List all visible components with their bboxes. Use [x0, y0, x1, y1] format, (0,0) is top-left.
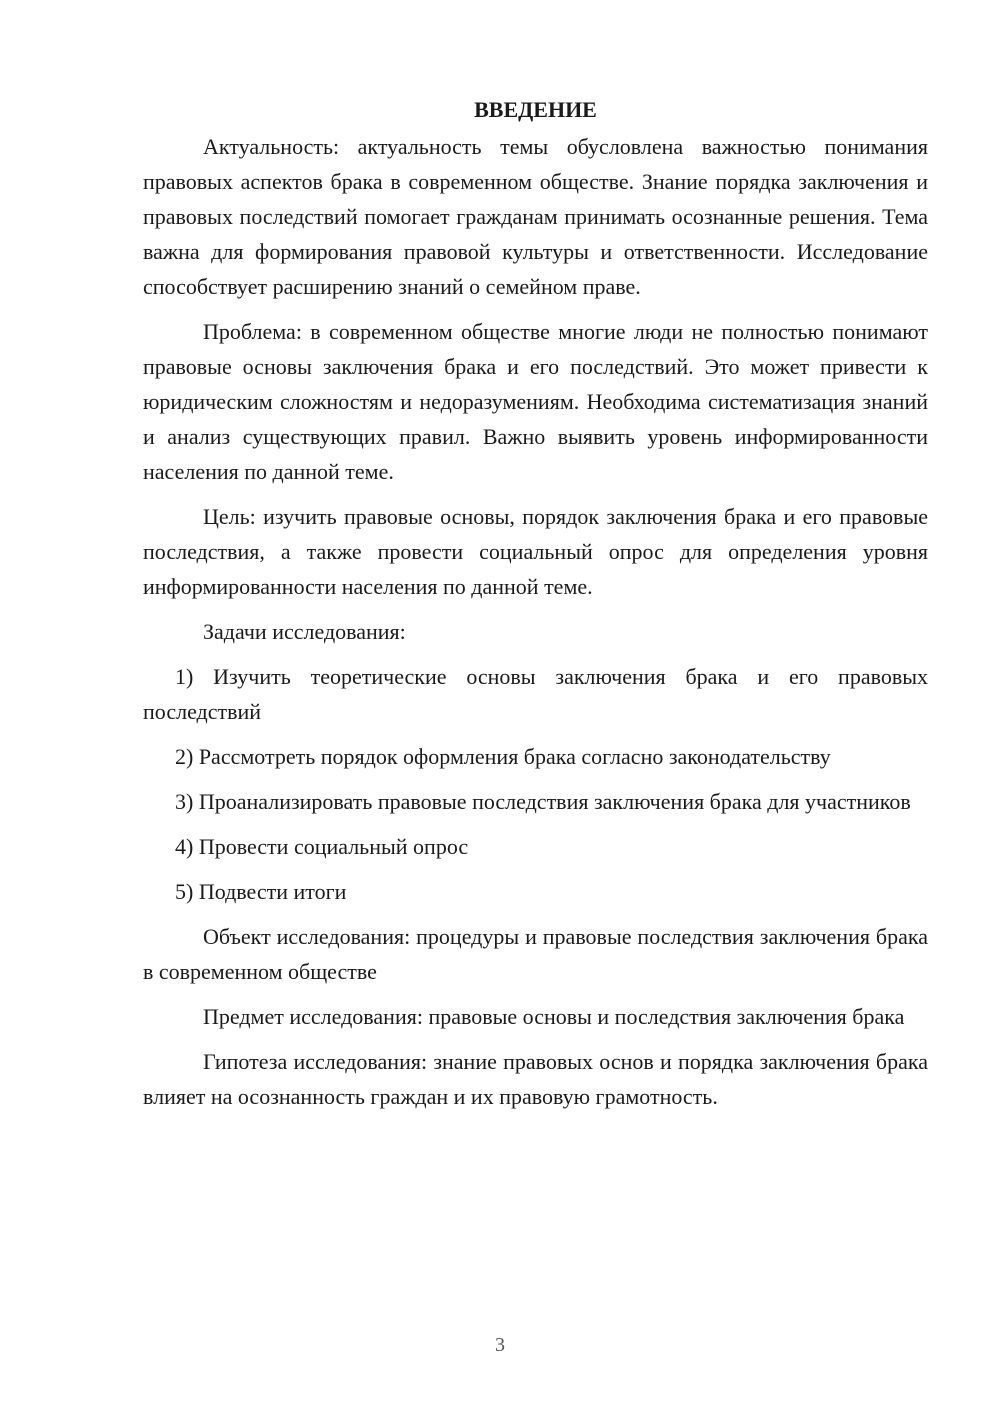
task-item-2: 2) Рассмотреть порядок оформления брака согласно законодательству [175, 744, 831, 769]
task-item-5: 5) Подвести итоги [175, 879, 347, 904]
task-item-3: 3) Проанализировать правовые последствия заключения брака для участников [175, 789, 911, 814]
task-item-4: 4) Провести социальный опрос [175, 834, 469, 859]
paragraph-relevance: Актуальность: актуальность темы обусловлена важностью понимания правовых аспектов брака в современном обществе. Знание порядка заключения и правовых последствий помогает гражданам принимать осознанные решения. Тема важна для формирования правовой культуры и ответственности. Исследование способствует расширению знаний о семейном праве. [143, 134, 928, 299]
task-item-1: 1) Изучить теоретические основы заключения брака и его правовых последствий [143, 664, 928, 724]
paragraph-goal: Цель: изучить правовые основы, порядок заключения брака и его правовые последствия, а также провести социальный опрос для определения уровня информированности населения по данной теме. [143, 504, 928, 599]
page-title: ВВЕДЕНИЕ [474, 97, 597, 122]
document-page [143, 92, 928, 1124]
paragraph-hypothesis: Гипотеза исследования: знание правовых основ и порядка заключения брака влияет на осознанность граждан и их правовую грамотность. [143, 1049, 928, 1109]
paragraph-subject: Предмет исследования: правовые основы и последствия заключения брака [203, 1004, 905, 1029]
tasks-heading: Задачи исследования: [203, 619, 406, 644]
page-number: 3 [495, 1334, 505, 1356]
paragraph-problem: Проблема: в современном обществе многие люди не полностью понимают правовые основы заключения брака и его последствий. Это может привести к юридическим сложностям и недоразумениям. Необходима систематизация знаний и анализ существующих правил. Важно выявить уровень информированности населения по данной теме. [143, 319, 928, 484]
paragraph-object: Объект исследования: процедуры и правовые последствия заключения брака в современном обществе [143, 924, 928, 984]
